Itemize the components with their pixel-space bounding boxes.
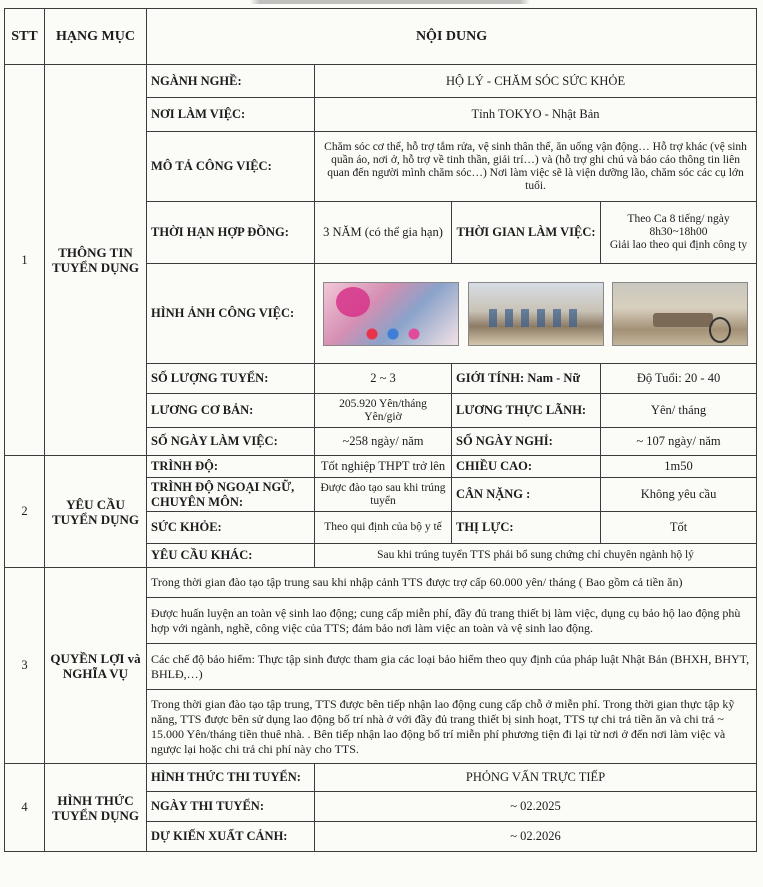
table-row — [5, 764, 757, 792]
section-3-title: QUYỀN LỢI và NGHĨA VỤ — [45, 568, 147, 764]
working-hours-label: THỜI GIAN LÀM VIỆC: — [452, 202, 601, 264]
job-description-label: MÔ TẢ CÔNG VIỆC: — [147, 132, 315, 202]
departure-value: ~ 02.2026 — [315, 822, 757, 852]
vision-value: Tốt — [601, 512, 757, 544]
health-value: Theo qui định của bộ y tế — [315, 512, 452, 544]
departure-label: DỰ KIẾN XUẤT CẢNH: — [147, 822, 315, 852]
net-salary-label: LƯƠNG THỰC LÃNH: — [452, 394, 601, 428]
section-4-title: HÌNH THỨC TUYỂN DỤNG — [45, 764, 147, 852]
exam-date-label: NGÀY THI TUYỂN: — [147, 792, 315, 822]
header-content: NỘI DUNG — [147, 9, 757, 65]
age-value: Độ Tuổi: 20 - 40 — [601, 364, 757, 394]
occupation-label: NGÀNH NGHỀ: — [147, 65, 315, 98]
section-3-stt: 3 — [5, 568, 45, 764]
workdays-label: SỐ NGÀY LÀM VIỆC: — [147, 428, 315, 456]
workplace-label: NƠI LÀM VIỆC: — [147, 98, 315, 132]
weight-value: Không yêu cầu — [601, 478, 757, 512]
table-row — [5, 65, 757, 98]
base-salary-value — [315, 394, 452, 428]
section-2-stt: 2 — [5, 456, 45, 568]
table-row — [5, 568, 757, 598]
base-salary-label: LƯƠNG CƠ BẢN: — [147, 394, 315, 428]
net-salary-value: Yên/ tháng — [601, 394, 757, 428]
language-value: Được đào tạo sau khi trúng tuyển — [315, 478, 452, 512]
job-description-value: Chăm sóc cơ thể, hỗ trợ tắm rửa, vệ sinh thân thể, ăn uống vận động… Hỗ trợ khác (vệ sinh quần áo, nơi ở, hỗ trợ về tinh thần, giải trí…) và (hỗ trợ ghi chú và báo cáo thông tin liên quan đến người mình chăm sóc…) Nơi làm việc sẽ là viện dưỡng lão, chăm sóc các cụ lớn tuổi. — [315, 132, 757, 202]
benefit-item: Được huấn luyện an toàn vệ sinh lao động; cung cấp miễn phí, đầy đủ trang thiết bị làm việc, dụng cụ bảo hộ lao động phù hợp với ngành, nghề, công việc của TTS; đảm bảo nơi làm việc an toàn và vệ sinh lao động. — [147, 598, 757, 644]
table-row — [5, 456, 757, 478]
job-photo-3 — [612, 282, 748, 346]
job-photos-label: HÌNH ẢNH CÔNG VIỆC: — [147, 264, 315, 364]
working-hours-line: 8h30~18h00 — [649, 226, 708, 238]
section-1-title: THÔNG TIN TUYỂN DỤNG — [45, 65, 147, 456]
working-hours-line: Giải lao theo qui định công ty — [609, 239, 748, 251]
days-off-label: SỐ NGÀY NGHỈ: — [452, 428, 601, 456]
exam-method-label: HÌNH THỨC THI TUYỂN: — [147, 764, 315, 792]
section-2-title: YÊU CẦU TUYỂN DỤNG — [45, 456, 147, 568]
section-4-stt: 4 — [5, 764, 45, 852]
other-requirements-value: Sau khi trúng tuyển TTS phải bổ sung chứng chỉ chuyên ngành hộ lý — [315, 544, 757, 568]
exam-date-value: ~ 02.2025 — [315, 792, 757, 822]
table-header-row — [5, 9, 757, 65]
benefit-item: Các chế độ bảo hiểm: Thực tập sinh được tham gia các loại bảo hiểm theo quy định của pháp luật Nhật Bản (BHXH, BHYT, BHLĐ,…) — [147, 644, 757, 690]
working-hours-line: Theo Ca 8 tiếng/ ngày — [627, 213, 730, 225]
quantity-label: SỐ LƯỢNG TUYỂN: — [147, 364, 315, 394]
header-stt: STT — [5, 9, 45, 65]
language-label: TRÌNH ĐỘ NGOẠI NGỮ, CHUYÊN MÔN: — [147, 478, 315, 512]
height-value: 1m50 — [601, 456, 757, 478]
days-off-value: ~ 107 ngày/ năm — [601, 428, 757, 456]
contract-term-value: 3 NĂM (có thể gia hạn) — [315, 202, 452, 264]
education-label: TRÌNH ĐỘ: — [147, 456, 315, 478]
recruitment-table — [4, 8, 757, 852]
other-requirements-label: YÊU CẦU KHÁC: — [147, 544, 315, 568]
base-salary-line: 205.920 Yên/tháng — [339, 397, 427, 410]
job-photo-1 — [323, 282, 459, 346]
height-label: CHIỀU CAO: — [452, 456, 601, 478]
benefit-item: Trong thời gian đào tạo tập trung sau khi nhập cảnh TTS được trợ cấp 60.000 yên/ tháng ( Bao gồm cả tiền ăn) — [147, 568, 757, 598]
workplace-value: Tỉnh TOKYO - Nhật Bản — [315, 98, 757, 132]
job-photos-cell — [315, 264, 757, 364]
occupation-value: HỘ LÝ - CHĂM SÓC SỨC KHỎE — [315, 65, 757, 98]
header-category: HẠNG MỤC — [45, 9, 147, 65]
education-value: Tốt nghiệp THPT trở lên — [315, 456, 452, 478]
section-1-stt: 1 — [5, 65, 45, 456]
quantity-value: 2 ~ 3 — [315, 364, 452, 394]
job-photo-2 — [468, 282, 604, 346]
exam-method-value: PHỎNG VẤN TRỰC TIẾP — [315, 764, 757, 792]
weight-label: CÂN NẶNG : — [452, 478, 601, 512]
base-salary-line: Yên/giờ — [364, 410, 402, 423]
workdays-value: ~258 ngày/ năm — [315, 428, 452, 456]
gender-label: GIỚI TÍNH: Nam - Nữ — [452, 364, 601, 394]
top-border-line — [0, 0, 763, 4]
health-label: SỨC KHỎE: — [147, 512, 315, 544]
working-hours-value — [601, 202, 757, 264]
contract-term-label: THỜI HẠN HỢP ĐỒNG: — [147, 202, 315, 264]
vision-label: THỊ LỰC: — [452, 512, 601, 544]
benefit-item: Trong thời gian đào tạo tập trung, TTS được bên tiếp nhận lao động cung cấp chỗ ở miễn phí. Trong thời gian thực tập kỹ năng, TTS được bên sử dụng lao động bố trí nhà ở với đầy đủ trang thiết bị sinh hoạt, TTS tự chi trả tiền ăn và chi trả ~ 15.000 Yên/tháng tiền thuê nhà. . Bên tiếp nhận lao động bố trí miễn phí phương tiện đi lại từ nơi ở đến nơi làm việc và ngược lại hoặc chi trả chi phí này cho TTS. — [147, 690, 757, 764]
